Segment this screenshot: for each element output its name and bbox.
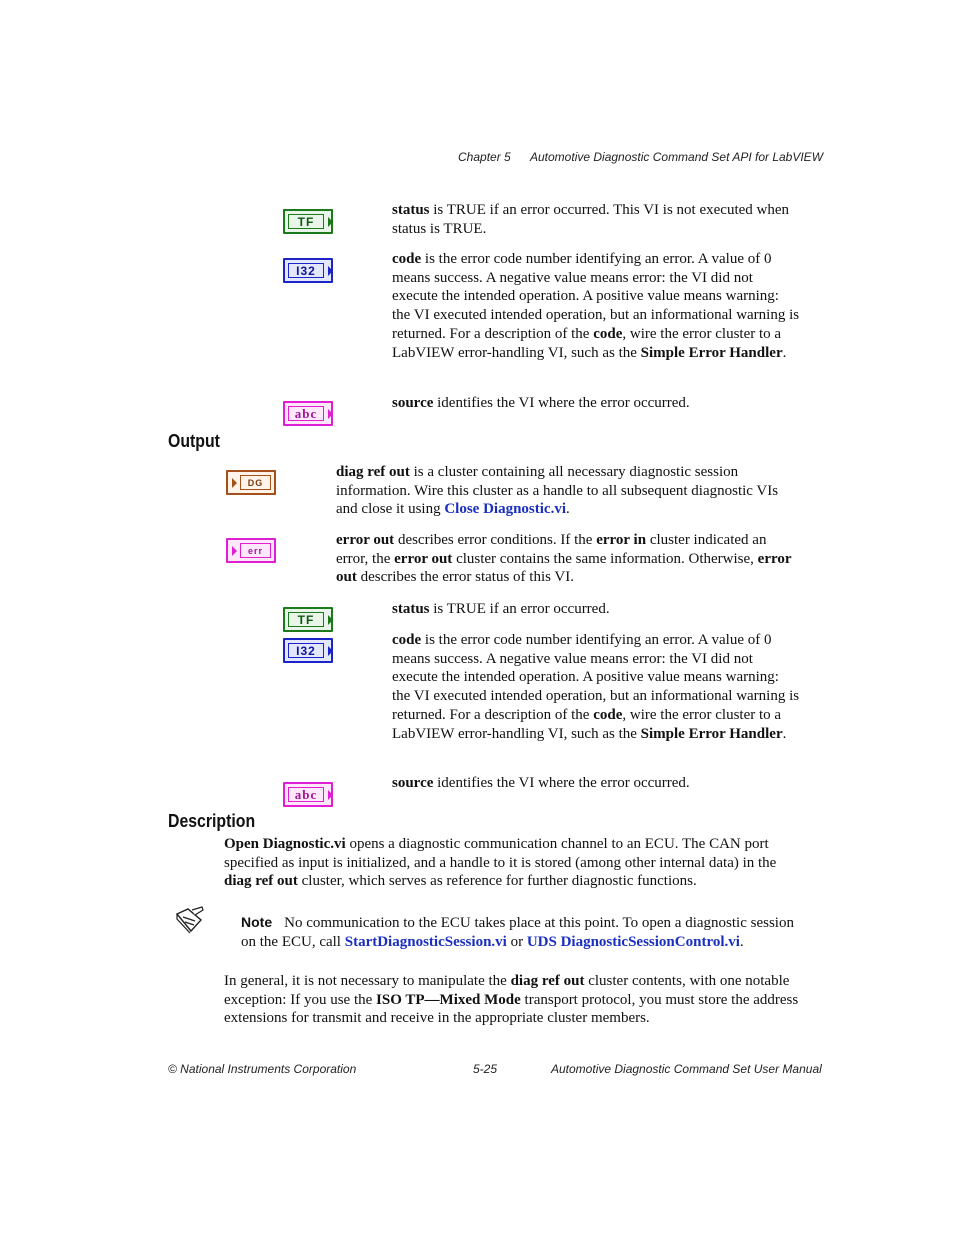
code-output-description	[392, 631, 800, 743]
diag-ref-icon-label: DG	[240, 475, 271, 490]
term-simple-error-handler: Simple Error Handler	[640, 725, 783, 742]
term-iso-tp-mixed-mode: ISO TP—Mixed Mode	[376, 991, 521, 1008]
boolean-tf-icon	[283, 607, 333, 632]
status-text: is TRUE if an error occurred.	[429, 601, 610, 617]
source-text: identifies the VI where the error occurred.	[433, 395, 690, 411]
status-text: is TRUE if an error occurred. This VI is not executed when status is TRUE.	[392, 202, 790, 237]
boolean-tf-icon	[283, 209, 333, 234]
term-status: status	[392, 601, 430, 617]
boolean-tf-icon-label: TF	[288, 612, 324, 627]
error-out-text-4: describes the error status of this VI.	[356, 569, 575, 586]
note-pencil-icon	[174, 906, 206, 934]
integer-i32-icon-label: I32	[288, 643, 324, 658]
term-error-in: error in	[596, 532, 647, 548]
code-text-1: is the error code number identifying an error. A value of 0 means success. A negative value means error: the VI did not execute the intended operation. A positive value means warning: the VI executed intended operation, but an informational warning is returned. For a description of the	[392, 632, 800, 723]
string-abc-icon	[283, 782, 333, 807]
diag-ref-text-2: .	[566, 501, 570, 518]
output-heading: Output	[168, 431, 220, 451]
term-error-out-3: error out	[336, 550, 792, 586]
string-abc-icon-label: abc	[288, 787, 324, 802]
note-label: Note	[241, 914, 273, 930]
note-text-1: No communication to the ECU takes place at this point. To open a diagnostic session on the ECU, call	[241, 915, 794, 950]
p2-text-2: cluster contents, with one notable exception: If you use the	[224, 973, 790, 1008]
diag-ref-text-1: is a cluster containing all necessary diagnostic session information. Wire this cluster as a handle to all subsequent diagnostic VIs and close it using	[336, 464, 779, 518]
uds-diagnostic-session-control-link[interactable]: UDS DiagnosticSessionControl.vi	[526, 933, 740, 950]
header-chapter: Chapter 5	[458, 150, 511, 164]
code-text-3: .	[782, 344, 787, 361]
term-code-2: code	[593, 706, 623, 723]
error-out-description	[336, 531, 800, 587]
code-text-3: .	[782, 725, 787, 742]
term-error-out-2: error out	[394, 550, 453, 567]
diag-ref-cluster-icon	[226, 470, 276, 495]
error-cluster-icon-label: err	[240, 543, 271, 558]
term-source: source	[392, 775, 434, 791]
p1-text-2: cluster, which serves as reference for further diagnostic functions.	[297, 873, 697, 890]
note-text-2: or	[506, 933, 527, 950]
status-input-description	[392, 201, 800, 238]
term-open-diagnostic: Open Diagnostic.vi	[224, 836, 346, 852]
term-diag-ref-out: diag ref out	[336, 464, 410, 480]
term-source: source	[392, 395, 434, 411]
integer-i32-icon-label: I32	[288, 263, 324, 278]
p2-text-3: transport protocol, you must store the address extensions for transmit and receive in the appropriate cluster members.	[224, 991, 799, 1027]
term-code-2: code	[593, 325, 623, 342]
start-diagnostic-session-link[interactable]: StartDiagnosticSession.vi	[344, 933, 507, 950]
note-text-3: .	[739, 933, 744, 950]
code-text-2: , wire the error cluster to a LabVIEW error-handling VI, such as the	[392, 325, 782, 361]
term-error-out: error out	[336, 532, 395, 548]
error-out-text-1: describes error conditions. If the	[394, 532, 597, 548]
status-output-description	[392, 600, 800, 619]
diag-ref-out-description	[336, 463, 800, 519]
header-title: Automotive Diagnostic Command Set API for LabVIEW	[530, 150, 824, 164]
boolean-tf-icon-label: TF	[288, 214, 324, 229]
description-heading: Description	[168, 811, 256, 831]
term-diag-ref-out: diag ref out	[224, 873, 298, 890]
p2-text-1: In general, it is not necessary to manipulate the	[224, 973, 511, 989]
code-text-2: , wire the error cluster to a LabVIEW error-handling VI, such as the	[392, 706, 782, 742]
source-output-description	[392, 774, 800, 793]
code-text-1: is the error code number identifying an error. A value of 0 means success. A negative value means error: the VI did not execute the intended operation. A positive value means warning: the VI executed intended operation, but an informational warning is returned. For a description of the	[392, 251, 800, 342]
error-out-text-2: cluster indicated an error, the	[336, 532, 767, 567]
string-abc-icon-label: abc	[288, 406, 324, 421]
footer-page-number: 5-25	[473, 1062, 498, 1076]
error-cluster-icon	[226, 538, 276, 563]
term-code: code	[392, 632, 422, 648]
p1-text-1: opens a diagnostic communication channel to an ECU. The CAN port specified as input is initialized, and a handle to it is stored (among other internal data) in the	[224, 836, 777, 871]
term-status: status	[392, 202, 430, 218]
code-input-description	[392, 250, 800, 362]
integer-i32-icon	[283, 258, 333, 283]
description-paragraph-1	[224, 835, 800, 891]
footer-copyright: © National Instruments Corporation	[168, 1062, 357, 1076]
string-abc-icon	[283, 401, 333, 426]
footer-manual-title: Automotive Diagnostic Command Set User Manual	[551, 1062, 822, 1076]
integer-i32-icon	[283, 638, 333, 663]
source-input-description	[392, 394, 800, 413]
term-code: code	[392, 251, 422, 267]
term-diag-ref-out: diag ref out	[510, 973, 585, 989]
term-simple-error-handler: Simple Error Handler	[640, 344, 783, 361]
description-paragraph-2	[224, 972, 800, 1028]
note-box	[241, 913, 801, 951]
error-out-text-3: cluster contains the same information. Otherwise,	[452, 550, 758, 567]
source-text: identifies the VI where the error occurred.	[433, 775, 690, 791]
close-diagnostic-link[interactable]: Close Diagnostic.vi	[444, 501, 566, 518]
